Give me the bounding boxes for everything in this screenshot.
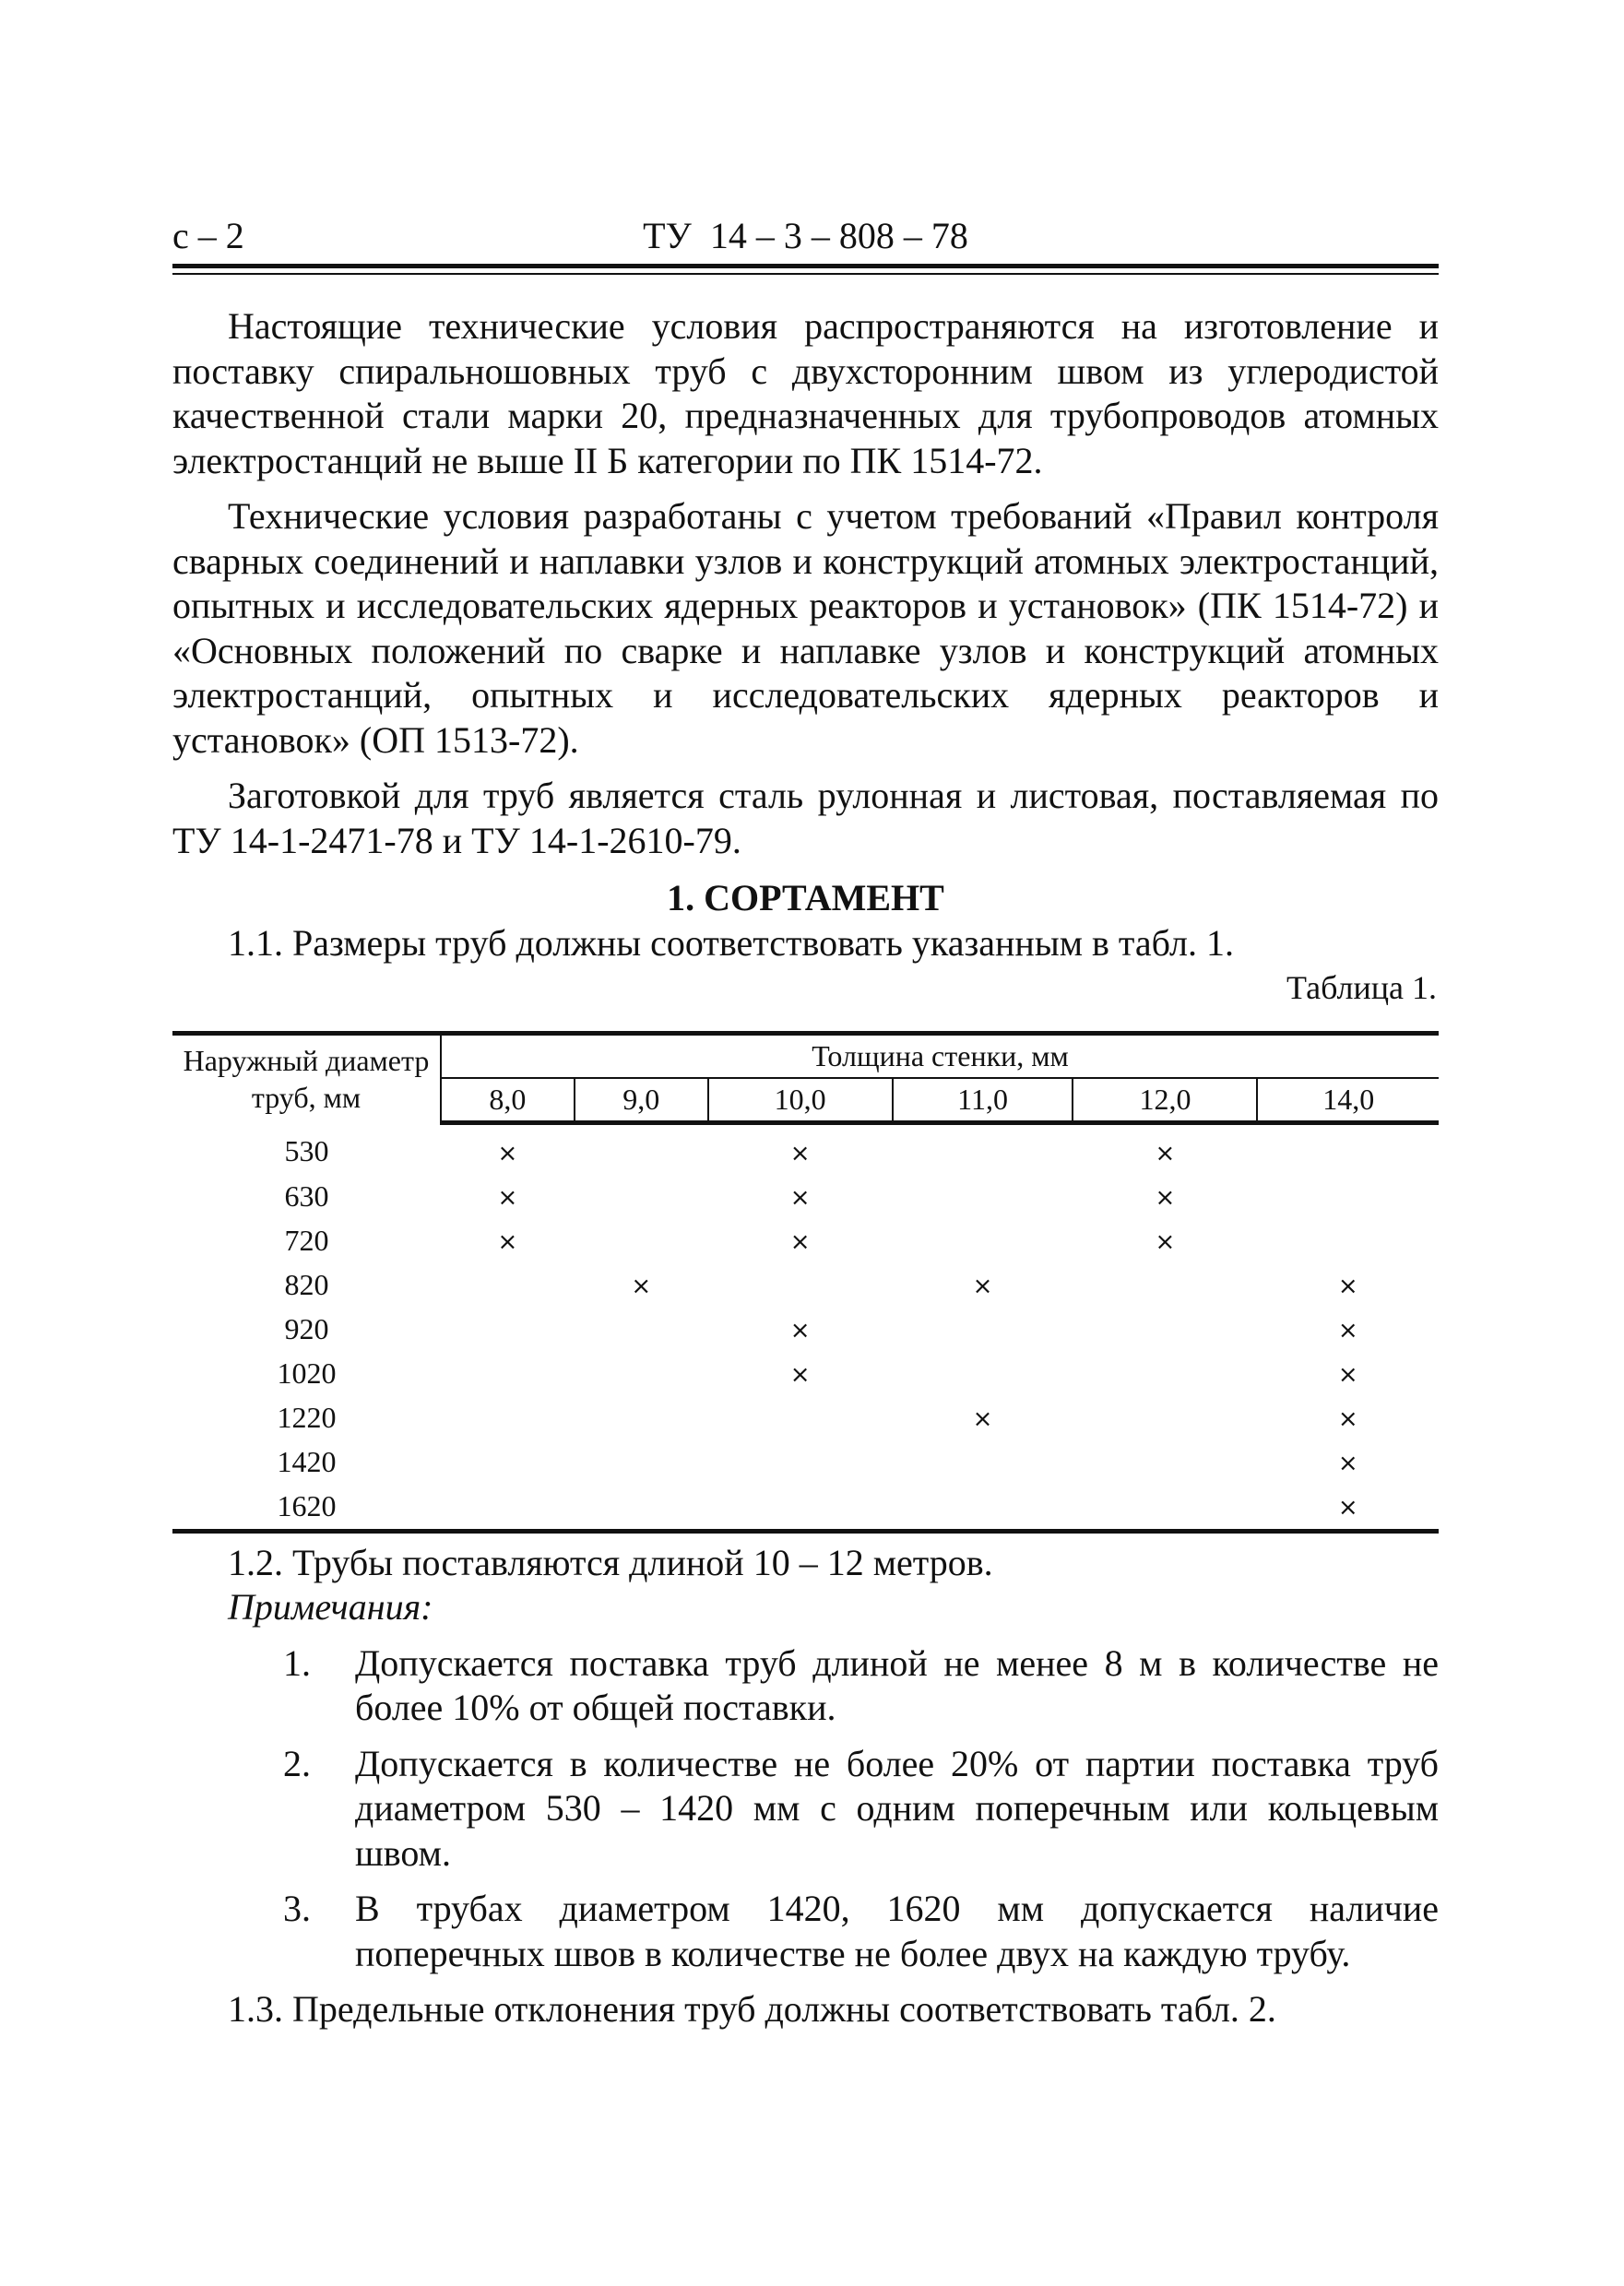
cross-mark-icon: × [1337,1316,1358,1344]
cross-mark-icon: × [789,1316,811,1344]
thickness-mark-cell [893,1263,1073,1308]
header-rule-thick [172,264,1439,268]
thickness-mark-cell [1257,1485,1439,1532]
thickness-mark-cell [893,1485,1073,1532]
note-text: Допускается в количестве не более 20% от партии поставка труб диаметром 530 – 1420 мм с одним поперечным или кольцевым швом. [355,1742,1439,1874]
table-row [172,1396,1439,1440]
clause-1-2: 1.2. Трубы поставляются длиной 10 – 12 метров. [228,1541,993,1583]
thickness-mark-cell [575,1440,708,1485]
table-row [172,1485,1439,1532]
requirements-paragraph: Технические условия разработаны с учетом требований «Правил контроля сварных соединений и наплавки узлов и конструкций атомных электростанций, опытных и исследовательских ядерных реакторов и установок» (ПК 1514-72) и «Основных положений по сварке и наплавке узлов и конструкций атомных электростанций, опытных и исследовательских ядерных реакторов и установок» (ОП 1513-72). [172,495,1439,761]
thickness-mark-cell [1073,1396,1257,1440]
thickness-mark-cell [575,1352,708,1396]
diameter-cell: 1420 [277,1445,337,1478]
thickness-mark-cell [1257,1219,1439,1263]
note-text: Допускается поставка труб длиной не менее 8 м в количестве не более 10% от общей поставки. [355,1641,1439,1728]
table-header-row [172,1033,1439,1078]
page-number: с – 2 [172,215,244,256]
thickness-mark-cell [441,1122,575,1175]
wall-thickness-header: Толщина стенки, мм [441,1033,1439,1078]
thickness-mark-cell [441,1263,575,1308]
thickness-mark-cell [893,1396,1073,1440]
cross-mark-icon: × [972,1272,993,1300]
diameter-cell: 1220 [277,1401,337,1434]
thickness-mark-cell [893,1219,1073,1263]
blank-material-paragraph: Заготовкой для труб является сталь рулонная и листовая, поставляемая по ТУ 14-1-2471-78 и ТУ 14-1-2610-79. [172,775,1439,861]
thickness-mark-cell [1257,1352,1439,1396]
thickness-mark-cell [575,1485,708,1532]
diameter-cell: 820 [284,1268,329,1301]
thickness-mark-cell [893,1352,1073,1396]
note-item [172,1641,1439,1731]
section-title: 1. СОРТАМЕНТ [667,877,944,918]
table-row [172,1122,1439,1175]
diameter-cell: 920 [284,1312,329,1345]
page-header [172,214,1439,262]
thickness-mark-cell [893,1122,1073,1175]
thickness-mark-cell [1257,1263,1439,1308]
clause-1-3: 1.3. Предельные отклонения труб должны соответствовать табл. 2. [228,1988,1276,2030]
diameter-cell: 1620 [172,1485,441,1532]
table-body [172,1122,1439,1531]
thickness-mark-cell [575,1263,708,1308]
intro-paragraph: Настоящие технические условия распространяются на изготовление и поставку спиральношовных труб с двухсторонним швом из углеродистой качественной стали марки 20, предназначенных для трубопроводов атомных электростанций не выше II Б категории по ПК 1514-72. [172,305,1439,481]
cross-mark-icon: × [1337,1360,1358,1389]
cross-mark-icon: × [1337,1493,1358,1522]
thickness-col: 12,0 [1073,1078,1257,1123]
diameter-cell: 1020 [277,1356,337,1390]
table-row [172,1352,1439,1396]
cross-mark-icon: × [789,1139,811,1167]
clause-1-1: 1.1. Размеры труб должны соответствовать указанным в табл. 1. [228,921,1234,964]
cross-mark-icon: × [1155,1227,1176,1256]
thickness-col: 11,0 [893,1078,1073,1123]
dimensions-table [172,1031,1439,1534]
cross-mark-icon: × [789,1360,811,1389]
thickness-mark-cell [1073,1352,1257,1396]
thickness-mark-cell [708,1485,893,1532]
cross-mark-icon: × [497,1227,518,1256]
thickness-col: 9,0 [575,1078,708,1123]
thickness-mark-cell [1257,1308,1439,1352]
note-number: 3. [283,1888,311,1929]
thickness-mark-cell [1073,1122,1257,1175]
cross-mark-icon: × [972,1404,993,1433]
thickness-mark-cell [441,1352,575,1396]
thickness-mark-cell [708,1440,893,1485]
diameter-cell: 530 [284,1133,329,1167]
thickness-mark-cell [1257,1396,1439,1440]
table-caption: Таблица 1. [1286,969,1437,1006]
thickness-mark-cell [893,1175,1073,1219]
thickness-mark-cell [1073,1485,1257,1532]
note-item [172,1887,1439,1976]
cross-mark-icon: × [789,1227,811,1256]
table-row [172,1175,1439,1219]
outer-diameter-header: Наружный диаметр труб, мм [172,1033,441,1122]
thickness-mark-cell [1257,1122,1439,1175]
table-row [172,1308,1439,1352]
thickness-mark-cell [708,1352,893,1396]
diameter-cell: 630 [284,1179,329,1213]
thickness-mark-cell [1073,1175,1257,1219]
thickness-mark-cell [575,1219,708,1263]
thickness-mark-cell [441,1308,575,1352]
thickness-mark-cell [708,1219,893,1263]
thickness-col: 10,0 [708,1078,893,1123]
thickness-mark-cell [893,1440,1073,1485]
thickness-mark-cell [575,1396,708,1440]
notes-title: Примечания: [228,1586,433,1628]
thickness-mark-cell [708,1308,893,1352]
cross-mark-icon: × [497,1183,518,1212]
header-rule-thin [172,273,1439,275]
thickness-mark-cell [575,1308,708,1352]
cross-mark-icon: × [1337,1272,1358,1300]
cross-mark-icon: × [1155,1183,1176,1212]
cross-mark-icon: × [1155,1139,1176,1167]
thickness-mark-cell [1257,1440,1439,1485]
thickness-mark-cell [575,1175,708,1219]
note-number: 2. [283,1742,311,1784]
thickness-mark-cell [1073,1440,1257,1485]
note-text: В трубах диаметром 1420, 1620 мм допускается наличие поперечных швов в количестве не более двух на каждую трубу. [355,1888,1439,1974]
thickness-mark-cell [1073,1263,1257,1308]
thickness-mark-cell [708,1175,893,1219]
thickness-mark-cell [708,1122,893,1175]
thickness-mark-cell [1073,1308,1257,1352]
table-row [172,1219,1439,1263]
cross-mark-icon: × [497,1139,518,1167]
cross-mark-icon: × [789,1183,811,1212]
thickness-col: 8,0 [441,1078,575,1123]
document-code: ТУ 14 – 3 – 808 – 78 [643,215,968,256]
note-item [172,1742,1439,1877]
note-number: 1. [283,1641,311,1684]
cross-mark-icon: × [1337,1404,1358,1433]
diameter-cell: 720 [284,1224,329,1257]
thickness-mark-cell [708,1396,893,1440]
thickness-mark-cell [1073,1219,1257,1263]
cross-mark-icon: × [1337,1449,1358,1477]
thickness-mark-cell [441,1485,575,1532]
thickness-mark-cell [441,1396,575,1440]
document-body [172,304,1439,2032]
thickness-mark-cell [708,1263,893,1308]
table-row [172,1263,1439,1308]
thickness-col: 14,0 [1257,1078,1439,1123]
thickness-mark-cell [1257,1175,1439,1219]
thickness-mark-cell [441,1219,575,1263]
thickness-mark-cell [893,1308,1073,1352]
thickness-mark-cell [441,1175,575,1219]
thickness-mark-cell [441,1440,575,1485]
cross-mark-icon: × [631,1272,652,1300]
table-row [172,1440,1439,1485]
thickness-mark-cell [575,1122,708,1175]
notes-list [172,1641,1439,1977]
